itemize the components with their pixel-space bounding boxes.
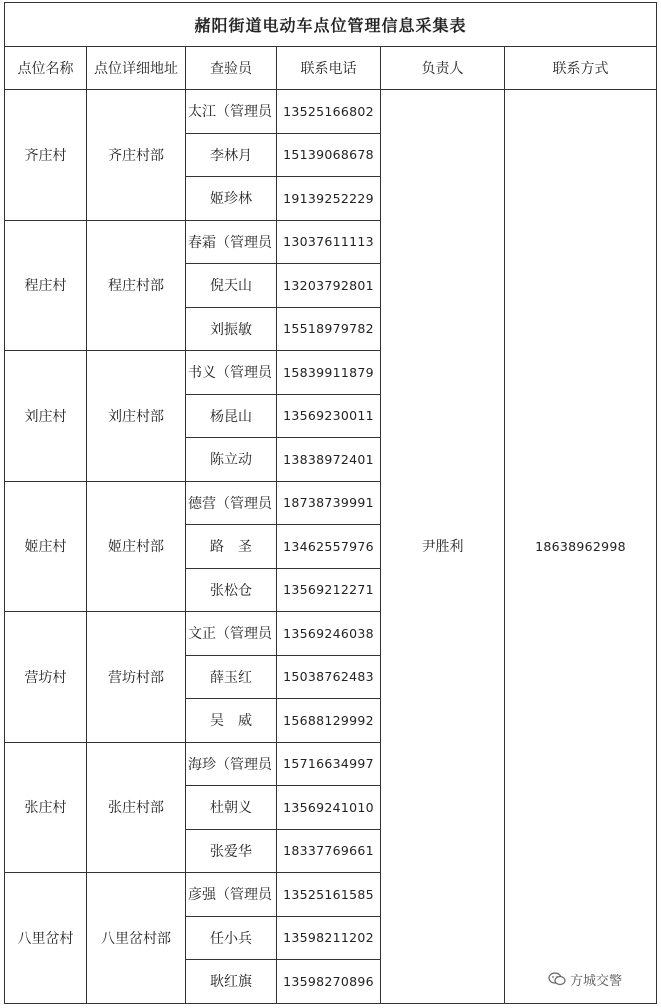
header-inspector: 查验员 — [186, 47, 277, 90]
inspector-name-cell: 任小兵 — [186, 916, 277, 960]
inspector-name-cell: 春霜（管理员 — [186, 220, 277, 264]
inspector-name-cell: 吴 威 — [186, 699, 277, 743]
title-row — [5, 3, 657, 47]
site-name-cell: 刘庄村 — [5, 351, 87, 482]
inspector-name-cell: 杨昆山 — [186, 394, 277, 438]
inspector-phone-cell: 15716634997 — [277, 742, 381, 786]
watermark-text: 方城交警 — [570, 973, 623, 989]
inspector-name-cell: 德营（管理员 — [186, 481, 277, 525]
header-inspector-phone: 联系电话 — [277, 47, 381, 90]
site-name-cell: 齐庄村 — [5, 90, 87, 221]
site-address-cell: 营坊村部 — [87, 612, 186, 743]
site-name-cell: 营坊村 — [5, 612, 87, 743]
inspector-phone-cell: 15839911879 — [277, 351, 381, 395]
site-name-cell: 八里岔村 — [5, 873, 87, 1004]
table-title: 赭阳街道电动车点位管理信息采集表 — [5, 3, 657, 47]
inspector-name-cell: 张松仓 — [186, 568, 277, 612]
inspector-phone-cell: 13598270896 — [277, 960, 381, 1004]
info-collection-sheet — [4, 2, 656, 1000]
header-site-name: 点位名称 — [5, 47, 87, 90]
inspector-phone-cell: 13569241010 — [277, 786, 381, 830]
inspector-phone-cell: 13569246038 — [277, 612, 381, 656]
site-name-cell: 姬庄村 — [5, 481, 87, 612]
header-row — [5, 47, 657, 90]
site-address-cell: 程庄村部 — [87, 220, 186, 351]
inspector-name-cell: 耿红旗 — [186, 960, 277, 1004]
inspector-name-cell: 陈立动 — [186, 438, 277, 482]
inspector-phone-cell: 13598211202 — [277, 916, 381, 960]
inspector-name-cell: 路 圣 — [186, 525, 277, 569]
inspector-phone-cell: 18738739991 — [277, 481, 381, 525]
inspector-name-cell: 书义（管理员 — [186, 351, 277, 395]
inspector-name-cell: 李林月 — [186, 133, 277, 177]
inspector-phone-cell: 13569230011 — [277, 394, 381, 438]
site-name-cell: 张庄村 — [5, 742, 87, 873]
responsible-contact-cell: 18638962998 — [505, 90, 657, 1004]
site-address-cell: 张庄村部 — [87, 742, 186, 873]
inspector-phone-cell: 18337769661 — [277, 829, 381, 873]
header-site-address: 点位详细地址 — [87, 47, 186, 90]
inspector-name-cell: 张爱华 — [186, 829, 277, 873]
site-address-cell: 齐庄村部 — [87, 90, 186, 221]
table-row — [5, 90, 657, 134]
inspector-phone-cell: 13037611113 — [277, 220, 381, 264]
site-address-cell: 刘庄村部 — [87, 351, 186, 482]
site-address-cell: 八里岔村部 — [87, 873, 186, 1004]
inspector-name-cell: 彦强（管理员 — [186, 873, 277, 917]
info-table — [4, 2, 657, 1004]
inspector-name-cell: 太江（管理员 — [186, 90, 277, 134]
inspector-phone-cell: 13525161585 — [277, 873, 381, 917]
inspector-name-cell: 倪天山 — [186, 264, 277, 308]
inspector-phone-cell: 19139252229 — [277, 177, 381, 221]
inspector-phone-cell: 15688129992 — [277, 699, 381, 743]
inspector-phone-cell: 13569212271 — [277, 568, 381, 612]
inspector-name-cell: 海珍（管理员 — [186, 742, 277, 786]
inspector-phone-cell: 15139068678 — [277, 133, 381, 177]
site-address-cell: 姬庄村部 — [87, 481, 186, 612]
wechat-channel-icon — [548, 972, 566, 986]
inspector-phone-cell: 15038762483 — [277, 655, 381, 699]
inspector-name-cell: 刘振敏 — [186, 307, 277, 351]
site-name-cell: 程庄村 — [5, 220, 87, 351]
responsible-name-cell: 尹胜利 — [381, 90, 505, 1004]
inspector-name-cell: 杜朝义 — [186, 786, 277, 830]
inspector-phone-cell: 15518979782 — [277, 307, 381, 351]
inspector-name-cell: 文正（管理员 — [186, 612, 277, 656]
inspector-phone-cell: 13462557976 — [277, 525, 381, 569]
inspector-phone-cell: 13838972401 — [277, 438, 381, 482]
inspector-name-cell: 薛玉红 — [186, 655, 277, 699]
header-contact: 联系方式 — [505, 47, 657, 90]
watermark — [548, 968, 656, 990]
inspector-phone-cell: 13203792801 — [277, 264, 381, 308]
inspector-phone-cell: 13525166802 — [277, 90, 381, 134]
inspector-name-cell: 姬珍林 — [186, 177, 277, 221]
header-responsible: 负责人 — [381, 47, 505, 90]
